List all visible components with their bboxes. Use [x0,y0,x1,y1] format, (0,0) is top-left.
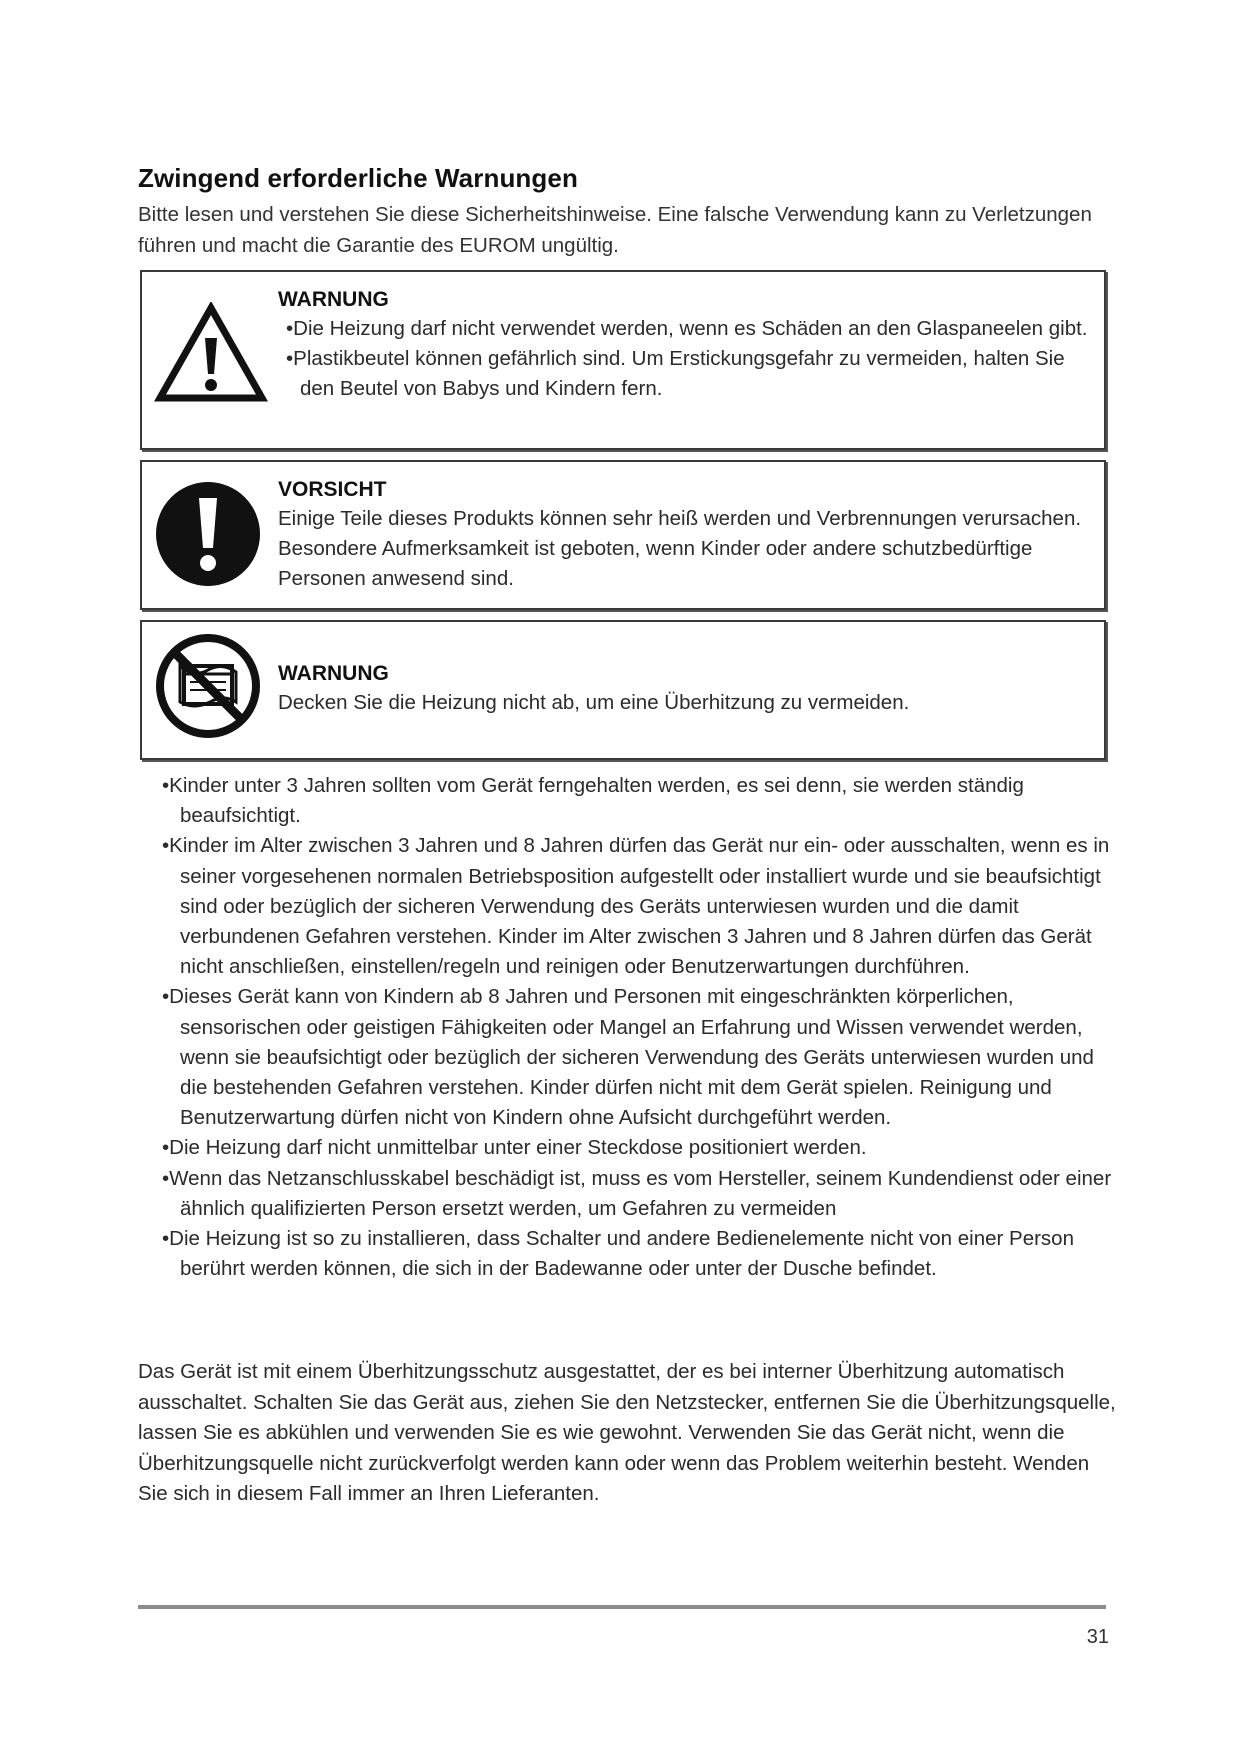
notice-text: Einige Teile dieses Produkts können sehr heiß werden und Verbrennungen verursachen. Besondere Aufmerksamkeit ist geboten, wenn Kinder oder andere schutzbedürftige Personen anwesend sind. [278,507,1082,590]
overheat-protection-paragraph [138,1357,1118,1510]
notice-bullet: •Die Heizung darf nicht verwendet werden, wenn es Schäden an den Glaspaneelen gibt. [286,317,1088,340]
warning-box-do-not-cover [140,620,1106,760]
notice-bullet: •Plastikbeutel können gefährlich sind. Um Erstickungsgefahr zu vermeiden, halten Sie den Beutel von Babys und Kindern fern. [286,347,1065,400]
exclamation-circle-icon [154,480,262,593]
caution-content [278,476,1090,594]
do-not-cover-content [278,660,1090,718]
warning-triangle-icon [154,302,268,411]
list-item: •Kinder unter 3 Jahren sollten vom Gerät ferngehalten werden, es sei denn, sie werden ständig beaufsichtigt. [162,774,1024,828]
notice-heading: WARNUNG [278,662,389,685]
caution-box-hot-surfaces [140,460,1106,610]
list-item: •Die Heizung darf nicht unmittelbar unter einer Steckdose positioniert werden. [162,1136,867,1160]
page-number: 31 [1086,1626,1109,1648]
notice-heading: VORSICHT [278,478,387,501]
do-not-cover-icon [154,632,262,745]
list-item: •Die Heizung ist so zu installieren, dass Schalter und andere Bedienelemente nicht von einer Person berührt werden können, die sich in der Badewanne oder unter der Dusche befindet. [162,1227,1074,1281]
safety-bullet-list [162,771,1122,1284]
closing-text: Das Gerät ist mit einem Überhitzungsschutz ausgestattet, der es bei interner Überhitzung automatisch ausschaltet. Schalten Sie das Gerät aus, ziehen Sie den Netzstecker, entfernen Sie die Überhitzungsquelle, lassen Sie es abkühlen und verwenden Sie es wie gewohnt. Verwenden Sie das Gerät nicht, wenn die Überhitzungsquelle nicht zurückverfolgt werden kann oder wenn das Problem weiterhin besteht. Wenden Sie sich in diesem Fall immer an Ihren Lieferanten. [138,1360,1116,1505]
intro-paragraph [138,199,1118,261]
notice-heading: WARNUNG [278,288,389,311]
warning-content-1 [278,286,1090,404]
warning-box-glass-damage [140,270,1106,450]
list-item: •Wenn das Netzanschlusskabel beschädigt ist, muss es vom Hersteller, seinem Kundendienst oder einer ähnlich qualifizierten Person ersetzt werden, um Gefahren zu vermeiden [162,1166,1112,1220]
section-title: Zwingend erforderliche Warnungen [138,163,578,193]
list-item: •Dieses Gerät kann von Kindern ab 8 Jahren und Personen mit eingeschränkten körperlichen, sensorischen oder geistigen Fähigkeiten oder Mangel an Erfahrung und Wissen verwendet werden, wenn sie beaufsichtigt oder bezüglich der sicheren Verwendung des Geräts unterwiesen wurden und die bestehenden Gefahren verstehen. Kinder dürfen nicht mit dem Gerät spielen. Reinigung und Benutzerwartung dürfen nicht von Kindern ohne Aufsicht durchgeführt werden. [162,985,1094,1130]
footer-divider [138,1605,1106,1609]
notice-text: Decken Sie die Heizung nicht ab, um eine Überhitzung zu vermeiden. [278,691,910,714]
list-item: •Kinder im Alter zwischen 3 Jahren und 8 Jahren dürfen das Gerät nur ein- oder ausschalten, wenn es in seiner vorgesehenen normalen Betriebsposition aufgestellt oder installiert wurde und sie beaufsichtigt sind oder bezüglich der sicheren Verwendung des Geräts unterwiesen wurden und die damit verbundenen Gefahren verstehen. Kinder im Alter zwischen 3 Jahren und 8 Jahren dürfen das Gerät nicht anschließen, einstellen/regeln und reinigen oder Benutzerwartungen durchführen. [162,834,1110,979]
intro-text: Bitte lesen und verstehen Sie diese Sicherheitshinweise. Eine falsche Verwendung kann zu Verletzungen führen und macht die Garantie des EUROM ungültig. [138,203,1092,257]
